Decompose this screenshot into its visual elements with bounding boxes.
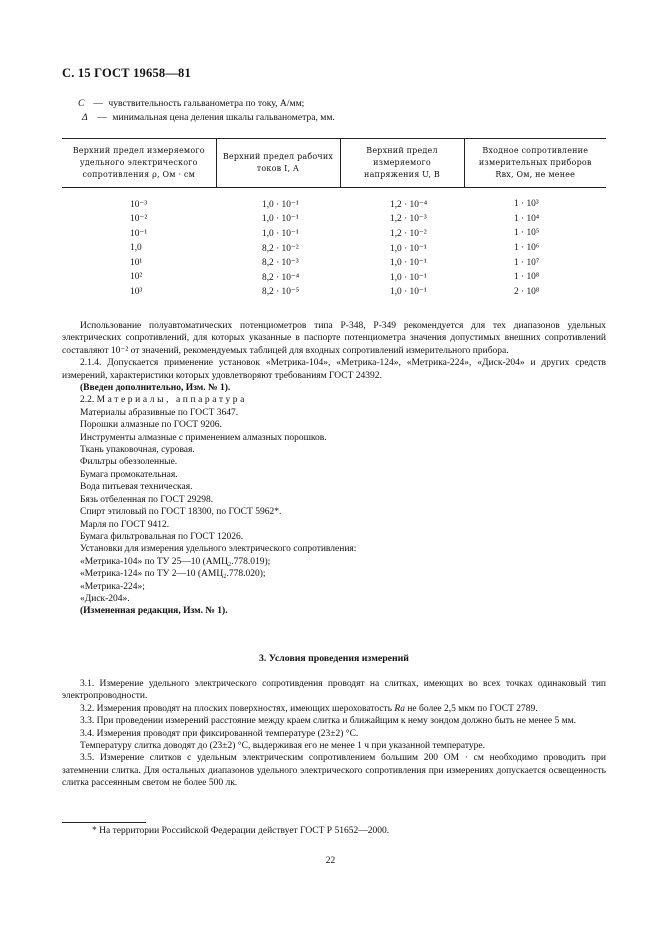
- list-item: Бумага промокательная.: [80, 469, 178, 480]
- table-header-row: [62, 139, 606, 188]
- paragraph: 3.5. Измерение слитков с удельным электрическим сопротивлением большим 200 ОМ · см необходимо проводить при затемнении слитка. Для остальных диапазонов удельного электрического сопротивления при измерениях допускается освещенность слитка рассеянным светом не более 500 лк.: [62, 753, 606, 789]
- table-cell: 1,0 · 10⁻¹: [262, 228, 299, 239]
- table-row: [62, 212, 606, 227]
- column-header: Верхний предел измеряемого удельного электрического сопротивления ρ, Ом · см: [62, 139, 216, 188]
- footnote: * На территории Российской Федерации действует ГОСТ Р 51652—2000.: [92, 826, 390, 836]
- paragraph-text: не более 2,5 мкм по ГОСТ 2789.: [404, 703, 538, 714]
- table-cell: 1,2 · 10⁻²: [390, 228, 427, 239]
- table-cell: 1,0 · 10⁻¹: [390, 272, 427, 283]
- table-cell: 1 · 10⁴: [514, 213, 540, 224]
- legend-line-delta: Δ — минимальная цена деления шкалы гальванометра, мм.: [82, 112, 335, 123]
- table-cell: 1,0: [130, 243, 142, 254]
- body-text: [62, 320, 606, 618]
- table-cell: 8,2 · 10⁻²: [262, 243, 299, 254]
- table-cell: 1,0 · 10⁻¹: [390, 258, 427, 269]
- page-header: С. 15 ГОСТ 19658—81: [62, 66, 191, 80]
- table-cell: 1 · 10⁵: [514, 228, 540, 239]
- list-item: «Метрика-124» по ТУ 2—10 (АМЦ₂.778.020);: [80, 569, 266, 580]
- list-item: Бумага фильтровальная по ГОСТ 12026.: [80, 531, 244, 542]
- table-cell: 1 · 10⁶: [514, 243, 540, 254]
- list-item: Фильтры обеззоленные.: [80, 457, 178, 468]
- paragraph: Использование полуавтоматических потенциометров типа Р-348, Р-349 рекомендуется для тех диапазонов удельных электрических сопротивлений, для которых указанные в паспорте потенциометра значения допустимых внешних сопротивлений составляют 10⁻² от значений, рекомендуемых таблицей для входных сопротивлений измерительного прибора.: [62, 321, 606, 356]
- table-cell: 10¹: [130, 257, 143, 268]
- table-cell: 1,0 · 10⁻¹: [390, 243, 427, 254]
- table-row: [62, 188, 606, 212]
- table-cell: 8,2 · 10⁻⁵: [262, 287, 300, 298]
- table-cell: 10⁻³: [130, 199, 148, 210]
- table-cell: 1 · 10⁷: [514, 257, 540, 268]
- amendment-note: (Измененная редакция, Изм. № 1).: [80, 606, 228, 617]
- legend-symbol: Δ: [82, 112, 88, 123]
- table-cell: 8,2 · 10⁻⁴: [262, 272, 300, 283]
- list-item: Установки для измерения удельного электрического сопротивления:: [80, 544, 357, 555]
- column-header: Верхний предел рабочих токов I, А: [216, 139, 340, 188]
- subsection-title: Материалы, аппаратура: [96, 395, 247, 406]
- table-row: [62, 285, 606, 300]
- footnote-rule: [62, 822, 146, 823]
- paragraph: 3.4. Измерения проводят при фиксированной температуре (23±2) °С.: [80, 728, 359, 739]
- table-cell: 10⁻²: [130, 214, 148, 225]
- list-item: Бязь отбеленная по ГОСТ 29298.: [80, 494, 214, 505]
- table-cell: 2 · 10⁸: [514, 286, 540, 297]
- amendment-note: (Введен дополнительно, Изм. № 1).: [80, 383, 231, 394]
- table-row: [62, 241, 606, 256]
- list-item: Вода питьевая техническая.: [80, 482, 193, 493]
- paragraph: Температуру слитка доводят до (23±2) °С, выдерживая его не менее 1 ч при указанной температуре.: [80, 741, 486, 752]
- list-item: Материалы абразивные по ГОСТ 3647.: [80, 407, 239, 418]
- subsection-number: 2.2.: [80, 395, 95, 406]
- list-item: Спирт этиловый по ГОСТ 18300, по ГОСТ 5962*.: [80, 507, 282, 518]
- list-item: Ткань упаковочная, суровая.: [80, 445, 195, 456]
- legend-text: чувствительность гальванометра по току, А/мм;: [108, 98, 305, 109]
- paragraph: [62, 703, 606, 715]
- legend-text: минимальная цена деления шкалы гальванометра, мм.: [112, 112, 335, 123]
- table-cell: 1,0 · 10⁻¹: [262, 199, 299, 210]
- section-title: 3. Условия проведения измерений: [259, 653, 409, 664]
- table-cell: 10⁻¹: [130, 228, 148, 239]
- table-cell: 1,0 · 10⁻¹: [262, 214, 299, 225]
- paragraph: 2.1.4. Допускается применение установок «Метрика-104», «Метрика-124», «Метрика-224», «Диск-204» и других средств измерений, характеристики которых удовлетворяют требованиям ГОСТ 24392.: [62, 358, 606, 381]
- paragraph: 3.3. При проведении измерений расстояние между краем слитка и ближайщим к нему зондом должно быть не менее 5 мм.: [80, 716, 576, 727]
- table-cell: 10³: [130, 286, 143, 297]
- section-body: [62, 678, 606, 790]
- table-row: [62, 255, 606, 270]
- table-cell: 10²: [130, 272, 143, 283]
- paragraph-text: 3.2. Измерения проводят на плоских поверхностях, имеющих шероховатость: [80, 703, 395, 714]
- column-header: Верхний предел измеряемого напряжения U, В: [340, 139, 464, 188]
- list-item: «Метрика-224»;: [80, 581, 145, 592]
- list-item: Инструменты алмазные с применением алмазных порошков.: [80, 432, 327, 443]
- paragraph: 3.1. Измерение удельного электрического сопротивдения проводят на слитках, имеющих во всех точках одинаковый тип электропроводности.: [62, 679, 606, 702]
- table-cell: 1,2 · 10⁻³: [390, 214, 427, 225]
- list-item: «Диск-204».: [80, 593, 130, 604]
- list-item: Марля по ГОСТ 9412.: [80, 519, 170, 530]
- table-cell: 1 · 10³: [514, 199, 539, 210]
- list-item: «Метрика-104» по ТУ 25—10 (АМЦ₂.778.019);: [80, 556, 271, 567]
- legend-line-c: C — чувствительность гальванометра по току, А/мм;: [78, 98, 305, 109]
- table-cell: 1,2 · 10⁻⁴: [390, 199, 428, 210]
- subsection-heading: [62, 394, 606, 406]
- table-row: [62, 270, 606, 285]
- table-cell: 8,2 · 10⁻³: [262, 258, 299, 269]
- roughness-symbol: Ra: [394, 703, 405, 714]
- table-cell: 1 · 10⁸: [514, 272, 540, 283]
- legend-symbol: C: [78, 98, 85, 109]
- table-row: [62, 226, 606, 241]
- page-number: 22: [325, 856, 336, 866]
- table-cell: 1,0 · 10⁻¹: [390, 287, 427, 298]
- data-table: [62, 138, 606, 299]
- column-header: Входное сопротивление измерительных приборов Rвх, Ом, не менее: [464, 139, 606, 188]
- list-item: Порошки алмазные по ГОСТ 9206.: [80, 420, 222, 431]
